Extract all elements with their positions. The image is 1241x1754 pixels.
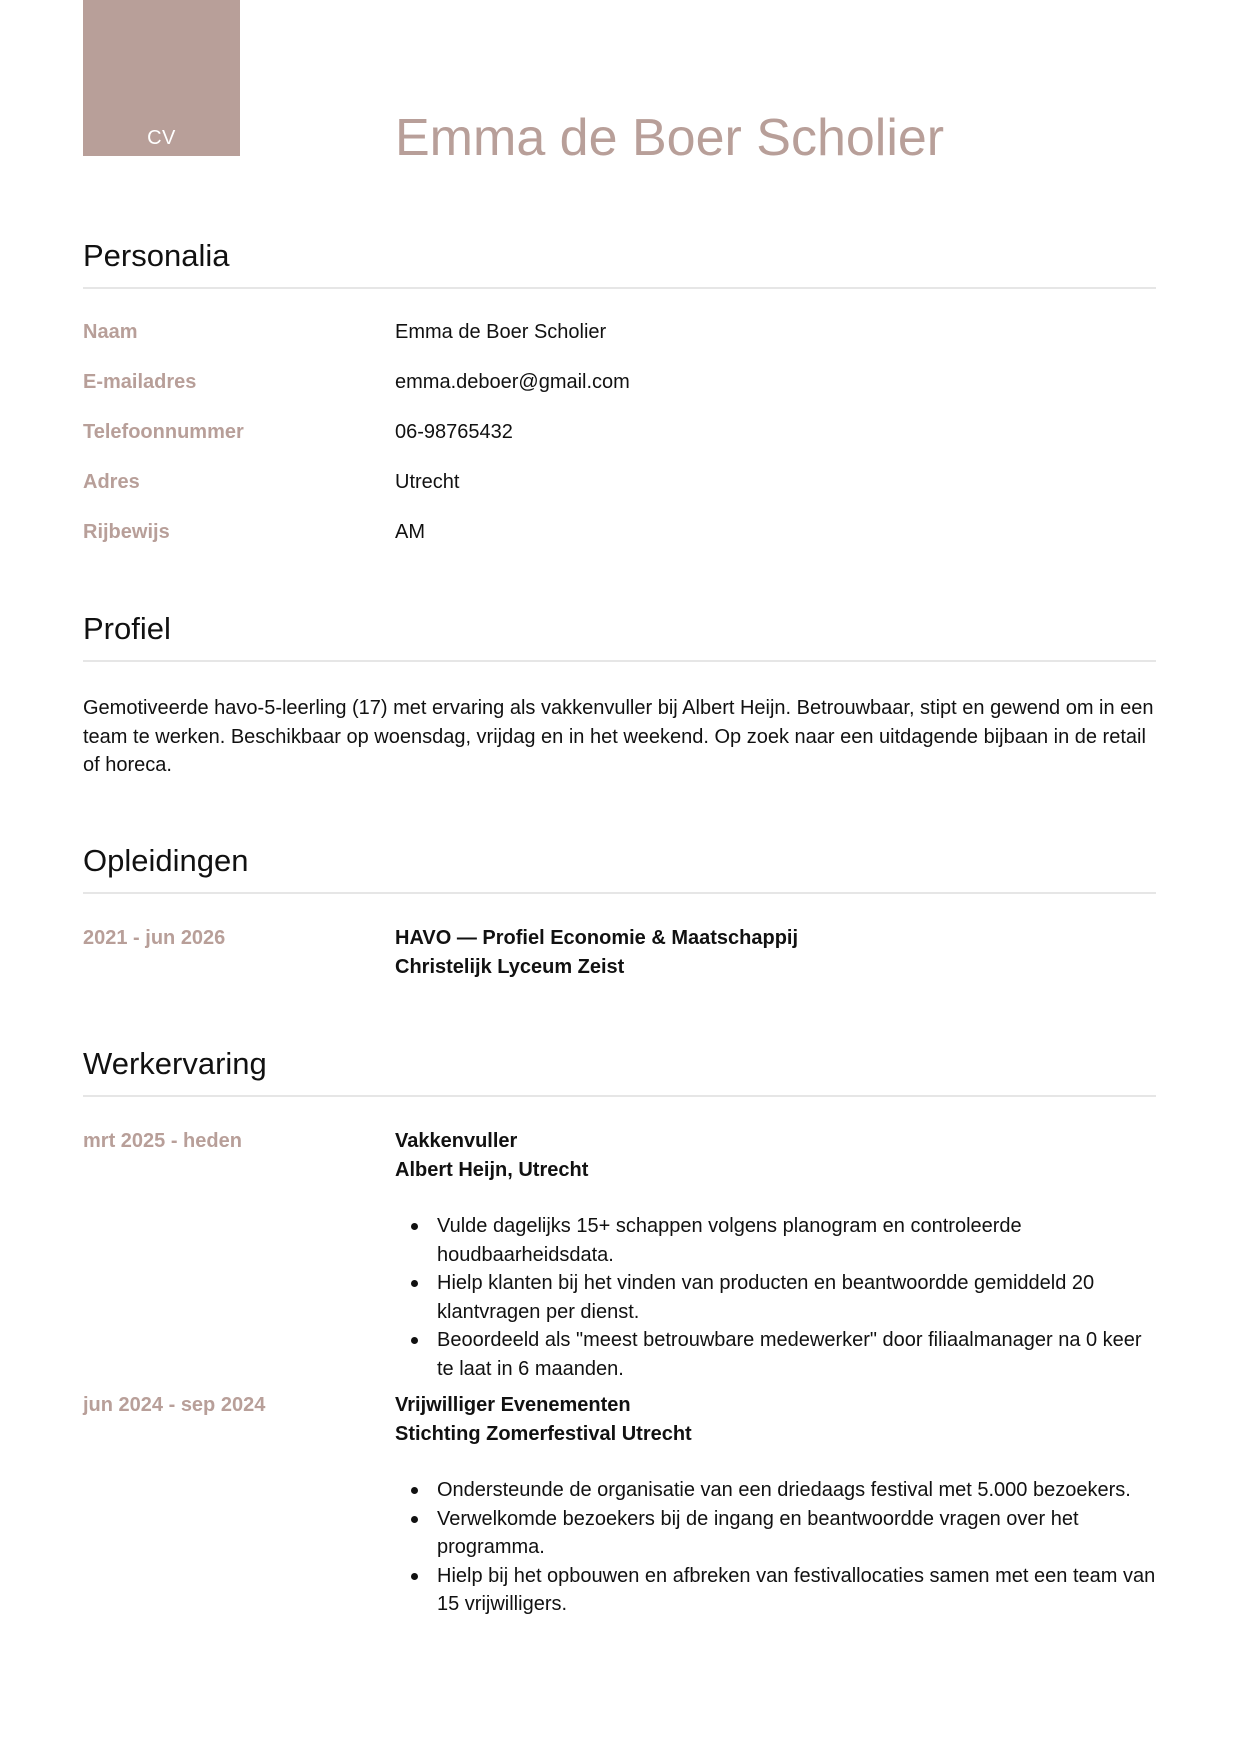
cv-badge: CV — [83, 0, 240, 156]
entry-date: jun 2024 - sep 2024 — [83, 1394, 266, 1416]
section-title: Personalia — [83, 238, 1156, 289]
bullet-icon — [411, 1573, 418, 1580]
entry-org: Christelijk Lyceum Zeist — [395, 955, 625, 978]
bullet-icon — [411, 1487, 418, 1494]
section-title: Opleidingen — [83, 843, 1156, 894]
entry-org: Albert Heijn, Utrecht — [395, 1158, 589, 1181]
bullet-text: Ondersteunde de organisatie van een driedaags festival met 5.000 bezoekers. — [437, 1479, 1131, 1501]
entry-body — [395, 1391, 1156, 1619]
section-opleidingen — [83, 843, 1156, 981]
list-item — [395, 1326, 1156, 1383]
list-item — [395, 1212, 1156, 1269]
field-value: 06-98765432 — [395, 421, 513, 443]
personalia-row-rijbewijs — [83, 520, 1156, 570]
field-label: Adres — [83, 471, 140, 493]
list-item — [395, 1505, 1156, 1562]
section-title: Profiel — [83, 611, 1156, 662]
personalia-row-adres — [83, 470, 1156, 520]
entry-date: mrt 2025 - heden — [83, 1130, 242, 1152]
section-title: Werkervaring — [83, 1046, 1156, 1097]
section-werkervaring — [83, 1046, 1156, 1619]
bullet-icon — [411, 1223, 418, 1230]
entry-body — [395, 1127, 1156, 1383]
list-item — [395, 1562, 1156, 1619]
bullet-list — [395, 1212, 1156, 1383]
work-entry — [83, 1391, 1156, 1619]
entry-date: 2021 - jun 2026 — [83, 927, 226, 949]
list-item — [395, 1476, 1156, 1505]
field-label: Telefoonnummer — [83, 421, 244, 443]
work-entry — [83, 1127, 1156, 1383]
personalia-list — [83, 320, 1156, 570]
personalia-row-telefoon — [83, 420, 1156, 470]
bullet-text: Hielp bij het opbouwen en afbreken van festivallocaties samen met een team van 15 vrijwilligers. — [437, 1564, 1156, 1615]
personalia-row-email — [83, 370, 1156, 420]
entry-org: Stichting Zomerfestival Utrecht — [395, 1422, 692, 1445]
list-item — [395, 1269, 1156, 1326]
bullet-text: Hielp klanten bij het vinden van producten en beantwoordde gemiddeld 20 klantvragen per dienst. — [437, 1272, 1095, 1323]
section-personalia — [83, 238, 1156, 570]
bullet-text: Verwelkomde bezoekers bij de ingang en beantwoordde vragen over het programma. — [437, 1507, 1079, 1558]
entry-body — [395, 924, 1156, 981]
bullet-text: Beoordeeld als "meest betrouwbare medewerker" door filiaalmanager na 0 keer te laat in 6 maanden. — [437, 1329, 1142, 1380]
entry-title: HAVO — Profiel Economie & Maatschappij — [395, 927, 799, 949]
field-value: emma.deboer@gmail.com — [395, 371, 630, 393]
field-value: Emma de Boer Scholier — [395, 321, 607, 343]
bullet-list — [395, 1476, 1156, 1619]
field-value: Utrecht — [395, 471, 460, 493]
bullet-icon — [411, 1516, 418, 1523]
bullet-text: Vulde dagelijks 15+ schappen volgens planogram en controleerde houdbaarheidsdata. — [437, 1215, 1022, 1266]
section-profiel — [83, 611, 1156, 780]
entry-title: Vrijwilliger Evenementen — [395, 1394, 631, 1416]
bullet-icon — [411, 1337, 418, 1344]
field-label: Rijbewijs — [83, 521, 170, 543]
bullet-icon — [411, 1280, 418, 1287]
field-label: Naam — [83, 321, 138, 343]
education-entry — [83, 924, 1156, 981]
field-value: AM — [395, 521, 425, 543]
personalia-row-naam — [83, 320, 1156, 370]
page-title: Emma de Boer Scholier — [395, 109, 945, 167]
field-label: E-mailadres — [83, 371, 197, 393]
profile-text: Gemotiveerde havo-5-leerling (17) met ervaring als vakkenvuller bij Albert Heijn. Betrouwbaar, stipt en gewend om in een team te werken. Beschikbaar op woensdag, vrijdag en in het weekend. Op zoek naar een uitdagende bijbaan in de retail of horeca. — [83, 697, 1154, 776]
entry-title: Vakkenvuller — [395, 1130, 518, 1152]
